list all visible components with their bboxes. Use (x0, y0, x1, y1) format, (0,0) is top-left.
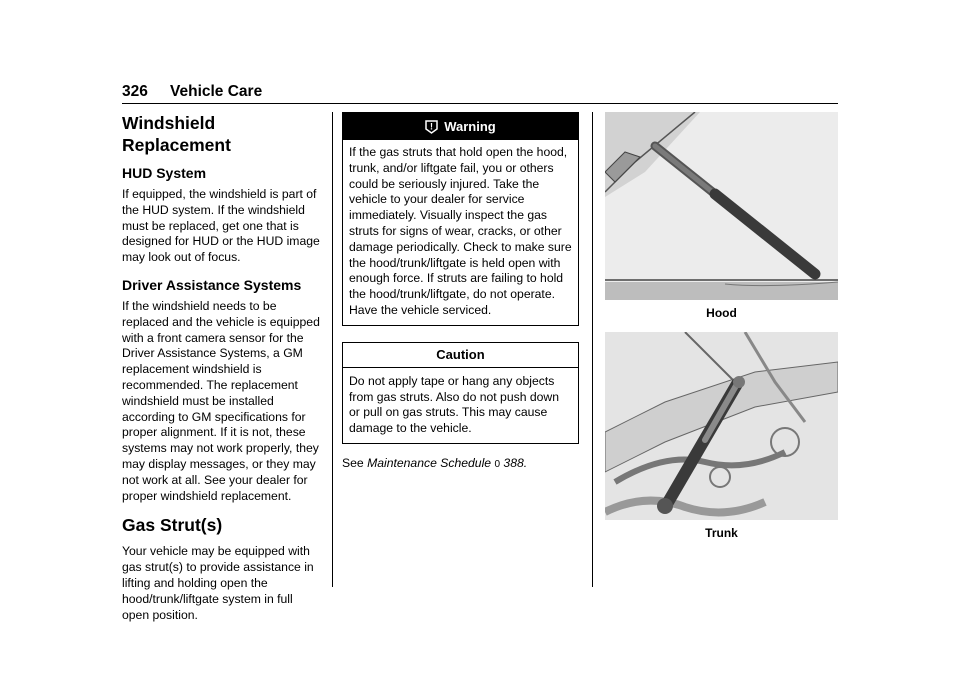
column-divider-2 (592, 112, 593, 587)
reference-page[interactable]: 388. (503, 455, 528, 470)
column-divider-1 (332, 112, 333, 587)
caution-text: Do not apply tape or hang any objects from gas struts. Also do not push down or pull on gas struts. This may cause damage to the vehicle. (349, 373, 560, 436)
gas-strut-heading: Gas Strut(s) (122, 515, 223, 536)
hud-heading: HUD System (122, 165, 207, 181)
trunk-illustration (605, 332, 838, 520)
gas-strut-paragraph: Your vehicle may be equipped with gas strut(s) to provide assistance in lifting and holding open the hood/trunk/liftgate system in full open position. (122, 544, 314, 622)
warning-title: Warning (444, 119, 496, 134)
warning-header (343, 113, 578, 140)
see-reference (342, 456, 579, 470)
svg-text:!: ! (430, 121, 434, 131)
trunk-caption: Trunk (705, 526, 738, 540)
page-number: 326 (122, 83, 148, 100)
maintenance-schedule-link[interactable]: Maintenance Schedule (367, 455, 492, 470)
header-rule (122, 103, 838, 104)
hood-caption: Hood (706, 306, 737, 320)
column-left (122, 112, 322, 633)
caution-box (342, 342, 579, 444)
warning-icon (425, 120, 438, 134)
warning-text: If the gas struts that hold open the hood, trunk, and/or liftgate fail, you or others could be seriously injured. Take the vehicle to your dealer for service immediately. Visually inspect the gas struts for signs of wear, cracks, or other damage periodically. Check to make sure the hood/trunk/liftgate is held open with enough force. If struts are failing to hold the hood/trunk/liftgate, do not operate. Have the vehicle serviced. (349, 145, 572, 317)
column-middle (342, 112, 579, 470)
section-title: Vehicle Care (170, 83, 263, 100)
driver-assist-heading: Driver Assistance Systems (122, 276, 302, 293)
column-right (605, 112, 838, 552)
driver-assist-paragraph: If the windshield needs to be replaced and the vehicle is equipped with a front camera sensor for the Driver Assistance Systems, a GM replacement windshield is recommended. The replacement windshield must be installed according to GM specifications for proper alignment. If it is not, these systems may not work properly, they may display messages, or they may not work at all. See your dealer for proper windshield replacement. (122, 298, 320, 503)
see-prefix: See (342, 455, 364, 470)
windshield-heading: Windshield Replacement (122, 113, 231, 155)
hood-illustration (605, 112, 838, 300)
hud-paragraph: If equipped, the windshield is part of the HUD system. If the windshield must be replaced, get one that is designed for HUD or the HUD image may look out of focus. (122, 187, 320, 265)
reference-arrow-icon: 0 (494, 458, 501, 470)
caution-title: Caution (343, 343, 578, 368)
warning-box (342, 112, 579, 326)
